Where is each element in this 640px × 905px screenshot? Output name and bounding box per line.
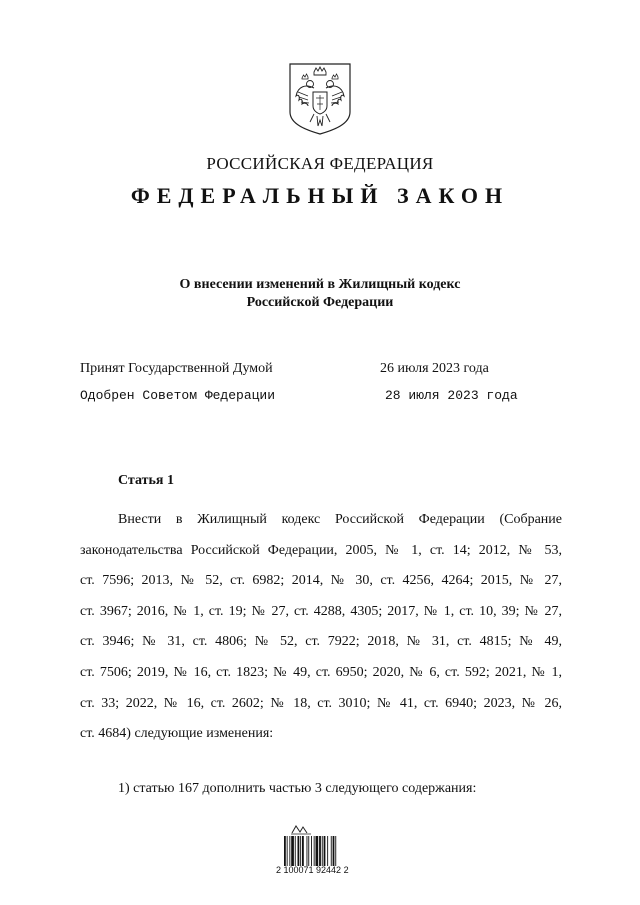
article-paragraph xyxy=(80,505,562,750)
paragraph-line: ст. 3946; № 31, ст. 4806; № 52, ст. 7922; 2018, № 31, ст. 4815; № 49, xyxy=(80,634,562,650)
adoption-date: 26 июля 2023 года xyxy=(380,361,489,376)
paragraph-line: Внести в Жилищный кодекс Российской Федерации (Собрание xyxy=(118,512,562,527)
law-title xyxy=(0,276,640,312)
document-type: ФЕДЕРАЛЬНЫЙ ЗАКОН xyxy=(130,183,510,208)
russian-coat-of-arms-icon xyxy=(288,62,352,136)
paragraph-line: ст. 3967; 2016, № 1, ст. 19; № 27, ст. 4288, 4305; 2017, № 1, ст. 10, 39; № 27, xyxy=(80,603,562,619)
paragraph-line: ст. 33; 2022, № 16, ст. 2602; № 18, ст. 3010; № 41, ст. 6940; 2023, № 26, xyxy=(80,695,562,711)
article-item: 1) статью 167 дополнить частью 3 следующего содержания: xyxy=(118,781,477,796)
adoption-label: Одобрен Советом Федерации xyxy=(80,388,276,403)
article-heading: Статья 1 xyxy=(118,473,174,488)
registration-stamp-icon xyxy=(290,823,312,835)
country-name: РОССИЙСКАЯ ФЕДЕРАЦИЯ xyxy=(206,154,434,173)
adoption-date: 28 июля 2023 года xyxy=(385,388,518,403)
law-title-line: О внесении изменений в Жилищный кодекс xyxy=(179,277,461,292)
paragraph-line: ст. 7596; 2013, № 52, ст. 6982; 2014, № 30, ст. 4256, 4264; 2015, № 27, xyxy=(80,573,562,589)
adoption-label: Принят Государственной Думой xyxy=(80,361,273,376)
barcode-icon xyxy=(283,836,357,866)
paragraph-line: ст. 7506; 2019, № 16, ст. 1823; № 49, ст. 6950; 2020, № 6, ст. 592; 2021, № 1, xyxy=(80,664,562,680)
paragraph-line: ст. 4684) следующие изменения: xyxy=(80,726,274,742)
law-title-line: Российской Федерации xyxy=(246,295,394,310)
paragraph-line: законодательства Российской Федерации, 2005, № 1, ст. 14; 2012, № 53, xyxy=(80,542,562,558)
barcode-number: 2 100071 92442 2 xyxy=(276,865,349,875)
